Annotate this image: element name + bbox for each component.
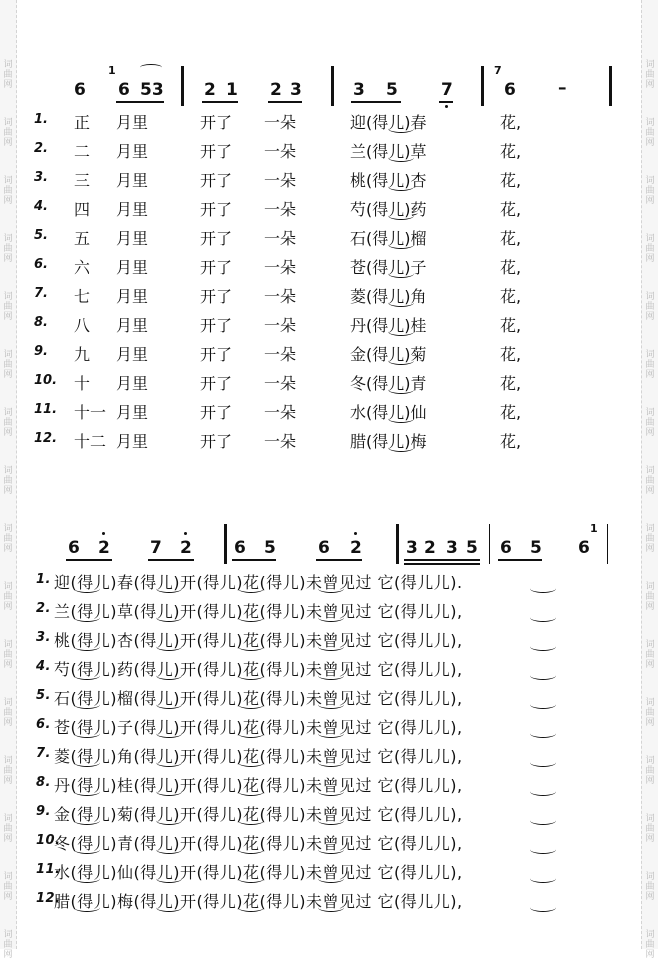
slur	[530, 729, 556, 738]
lyric-text: 苍(得儿)子(得儿)开(得儿)花(得儿)未曾见过 它(得儿儿),	[54, 718, 463, 737]
note: 53	[140, 80, 164, 100]
watermark: 词曲网	[3, 60, 13, 90]
slur	[74, 787, 100, 796]
lyric-text: 开了	[200, 113, 233, 132]
lyric-month: 十	[74, 374, 91, 393]
lyric-text: 苍(得儿)子	[350, 258, 427, 277]
watermark: 词曲网	[3, 814, 13, 844]
slur	[74, 816, 100, 825]
lyric-month: 正	[74, 113, 91, 132]
note: 6	[118, 80, 130, 100]
lyric-text: 月里	[116, 229, 149, 248]
note: 6	[318, 538, 330, 558]
note: 6	[74, 80, 86, 100]
lyric-text: 桃(得儿)杏(得儿)开(得儿)花(得儿)未曾见过 它(得儿儿),	[54, 631, 463, 650]
lyric-text: 迎(得儿)春(得儿)开(得儿)花(得儿)未曾见过 它(得儿儿).	[54, 573, 463, 592]
underline	[498, 559, 542, 561]
upper-octave-dot	[184, 532, 187, 535]
underline	[404, 559, 480, 561]
lyric-text: 花,	[500, 142, 522, 161]
slur	[318, 903, 344, 912]
watermark: 词曲网	[645, 698, 655, 728]
lyric-month: 九	[74, 345, 91, 364]
slur	[530, 845, 556, 854]
slur	[74, 613, 100, 622]
watermark: 词曲网	[645, 582, 655, 612]
lyric-text: 冬(得儿)青	[350, 374, 427, 393]
lyric-text: 花,	[500, 432, 522, 451]
barline	[489, 524, 490, 564]
lyric-text: 月里	[116, 374, 149, 393]
watermark: 词曲网	[645, 930, 655, 960]
lyric-month: 八	[74, 316, 91, 335]
lyric-text: 一朵	[264, 432, 297, 451]
lyric-text: 一朵	[264, 403, 297, 422]
lyric-text: 花,	[500, 200, 522, 219]
verse-number: 9.	[34, 344, 48, 359]
upper-octave-dot	[102, 532, 105, 535]
lyric-text: 开了	[200, 374, 233, 393]
lyric-text: 月里	[116, 258, 149, 277]
slur	[156, 816, 182, 825]
slur	[74, 729, 100, 738]
lyric-text: 丹(得儿)桂(得儿)开(得儿)花(得儿)未曾见过 它(得儿儿),	[54, 776, 463, 795]
watermark: 词曲网	[3, 176, 13, 206]
slur	[318, 816, 344, 825]
lyric-text: 花,	[500, 229, 522, 248]
watermark: 词曲网	[645, 234, 655, 264]
note: 7	[441, 80, 453, 100]
note: 6	[234, 538, 246, 558]
lyric-text: 冬(得儿)青(得儿)开(得儿)花(得儿)未曾见过 它(得儿儿),	[54, 834, 463, 853]
watermark: 词曲网	[3, 582, 13, 612]
underline	[232, 559, 276, 561]
slur	[74, 903, 100, 912]
slur	[318, 758, 344, 767]
verse-number: 12.	[36, 891, 61, 906]
slur	[238, 903, 264, 912]
slur	[156, 874, 182, 883]
lyric-text: 月里	[116, 287, 149, 306]
slur	[238, 787, 264, 796]
watermark: 词曲网	[3, 756, 13, 786]
dash: –	[558, 78, 567, 98]
verse-number: 3.	[36, 630, 51, 645]
slur	[530, 642, 556, 651]
watermark: 词曲网	[645, 118, 655, 148]
lyric-text: 石(得儿)榴(得儿)开(得儿)花(得儿)未曾见过 它(得儿儿),	[54, 689, 463, 708]
slur	[238, 642, 264, 651]
slur	[530, 584, 556, 593]
slur	[74, 642, 100, 651]
slur	[238, 874, 264, 883]
lyric-text: 一朵	[264, 113, 297, 132]
note: 5	[466, 538, 478, 558]
watermark: 词曲网	[645, 60, 655, 90]
note: 3	[406, 538, 418, 558]
slur	[318, 584, 344, 593]
verse-number: 10.	[36, 833, 61, 848]
lyric-text: 开了	[200, 200, 233, 219]
lyric-text: 月里	[116, 142, 149, 161]
lyric-text: 月里	[116, 432, 149, 451]
slur	[530, 613, 556, 622]
lyric-text: 开了	[200, 142, 233, 161]
slur	[238, 700, 264, 709]
verse-number: 1.	[36, 572, 51, 587]
watermark: 词曲网	[3, 698, 13, 728]
watermark: 词曲网	[3, 234, 13, 264]
watermark: 词曲网	[645, 524, 655, 554]
lyric-month: 二	[74, 142, 91, 161]
lyric-text: 花,	[500, 374, 522, 393]
watermark: 词曲网	[645, 350, 655, 380]
slur	[318, 845, 344, 854]
lyric-text: 花,	[500, 345, 522, 364]
slur	[74, 758, 100, 767]
slur	[74, 671, 100, 680]
slur	[156, 584, 182, 593]
underline	[148, 559, 194, 561]
barline	[224, 524, 227, 564]
slur	[156, 787, 182, 796]
slur	[156, 845, 182, 854]
lyric-text: 水(得儿)仙(得儿)开(得儿)花(得儿)未曾见过 它(得儿儿),	[54, 863, 463, 882]
lyric-text: 一朵	[264, 287, 297, 306]
barline	[607, 524, 608, 564]
lyric-text: 花,	[500, 171, 522, 190]
verse-number: 11.	[36, 862, 61, 877]
slur	[156, 729, 182, 738]
slur	[156, 613, 182, 622]
slur	[530, 816, 556, 825]
slur	[238, 729, 264, 738]
watermark: 词曲网	[645, 408, 655, 438]
grace-note: 1	[108, 64, 116, 77]
grace-note: 1	[590, 522, 598, 535]
lyric-text: 花,	[500, 316, 522, 335]
note: 2	[204, 80, 216, 100]
lyric-text: 开了	[200, 403, 233, 422]
slur	[238, 816, 264, 825]
watermark: 词曲网	[645, 872, 655, 902]
grace-note: 7	[494, 64, 502, 77]
lyric-text: 花,	[500, 403, 522, 422]
note: 6	[68, 538, 80, 558]
slur	[74, 874, 100, 883]
slur	[156, 758, 182, 767]
verse-number: 7.	[36, 746, 51, 761]
lyric-text: 月里	[116, 345, 149, 364]
lyric-text: 桃(得儿)杏	[350, 171, 427, 190]
underline	[66, 559, 112, 561]
lyric-month: 六	[74, 258, 91, 277]
slur	[530, 787, 556, 796]
verse-number: 3.	[34, 170, 48, 185]
lyric-text: 一朵	[264, 316, 297, 335]
verse-number: 2.	[34, 141, 48, 156]
lyric-text: 一朵	[264, 171, 297, 190]
lyric-text: 菱(得儿)角(得儿)开(得儿)花(得儿)未曾见过 它(得儿儿),	[54, 747, 463, 766]
verse-number: 12.	[34, 431, 58, 446]
watermark: 词曲网	[3, 466, 13, 496]
slur	[238, 584, 264, 593]
lyric-text: 迎(得儿)春	[350, 113, 427, 132]
lyric-month: 七	[74, 287, 91, 306]
verse-number: 7.	[34, 286, 48, 301]
note: 2	[270, 80, 282, 100]
slur	[74, 845, 100, 854]
watermark: 词曲网	[3, 408, 13, 438]
verse-number: 4.	[34, 199, 48, 214]
note: 2	[180, 538, 192, 558]
verse-number: 9.	[36, 804, 51, 819]
slur	[530, 671, 556, 680]
lyric-text: 开了	[200, 345, 233, 364]
slur	[530, 758, 556, 767]
lyric-text: 花,	[500, 287, 522, 306]
verse-number: 6.	[34, 257, 48, 272]
slur	[530, 700, 556, 709]
lyric-text: 石(得儿)榴	[350, 229, 427, 248]
lyric-text: 月里	[116, 113, 149, 132]
lyric-text: 兰(得儿)草	[350, 142, 427, 161]
lyric-text: 芍(得儿)药(得儿)开(得儿)花(得儿)未曾见过 它(得儿儿),	[54, 660, 463, 679]
note: 3	[290, 80, 302, 100]
watermark: 词曲网	[645, 756, 655, 786]
slur	[156, 700, 182, 709]
watermark: 词曲网	[645, 176, 655, 206]
watermark: 词曲网	[645, 640, 655, 670]
slur	[530, 903, 556, 912]
slur	[318, 787, 344, 796]
lyric-text: 月里	[116, 200, 149, 219]
slur	[74, 700, 100, 709]
lyric-text: 一朵	[264, 142, 297, 161]
note: 2	[350, 538, 362, 558]
lyric-text: 花,	[500, 258, 522, 277]
lyric-month: 四	[74, 200, 91, 219]
slur	[318, 874, 344, 883]
verse-number: 6.	[36, 717, 51, 732]
verse-number: 5.	[36, 688, 51, 703]
note: 2	[98, 538, 110, 558]
lyric-text: 开了	[200, 258, 233, 277]
lyric-text: 兰(得儿)草(得儿)开(得儿)花(得儿)未曾见过 它(得儿儿),	[54, 602, 463, 621]
lyric-month: 三	[74, 171, 91, 190]
slur	[318, 671, 344, 680]
verse-number: 11.	[34, 402, 58, 417]
slur	[238, 758, 264, 767]
watermark: 词曲网	[3, 350, 13, 380]
note: 3	[446, 538, 458, 558]
lyric-text: 腊(得儿)梅(得儿)开(得儿)花(得儿)未曾见过 它(得儿儿),	[54, 892, 463, 911]
slur	[318, 642, 344, 651]
lyric-text: 一朵	[264, 200, 297, 219]
watermark: 词曲网	[3, 524, 13, 554]
verse-number: 4.	[36, 659, 51, 674]
lyric-text: 月里	[116, 171, 149, 190]
note: 6	[578, 538, 590, 558]
lyric-text: 水(得儿)仙	[350, 403, 427, 422]
watermark: 词曲网	[3, 118, 13, 148]
watermark: 词曲网	[3, 930, 13, 960]
note: 6	[500, 538, 512, 558]
lyric-text: 一朵	[264, 374, 297, 393]
note: 3	[353, 80, 365, 100]
slur	[318, 700, 344, 709]
slur	[318, 729, 344, 738]
lyric-text: 丹(得儿)桂	[350, 316, 427, 335]
note: 5	[386, 80, 398, 100]
watermark: 词曲网	[3, 292, 13, 322]
lyric-text: 一朵	[264, 258, 297, 277]
lyric-text: 芍(得儿)药	[350, 200, 427, 219]
note: 1	[226, 80, 238, 100]
lyric-month: 十二	[74, 432, 107, 451]
note: 6	[504, 80, 516, 100]
lyric-month: 五	[74, 229, 91, 248]
slur	[318, 613, 344, 622]
lyric-month: 十一	[74, 403, 107, 422]
note: 5	[264, 538, 276, 558]
upper-octave-dot	[354, 532, 357, 535]
underline	[316, 559, 362, 561]
watermark: 词曲网	[645, 292, 655, 322]
barline	[396, 524, 399, 564]
lyric-text: 金(得儿)菊	[350, 345, 427, 364]
lyric-text: 开了	[200, 316, 233, 335]
note: 5	[530, 538, 542, 558]
lyric-text: 一朵	[264, 345, 297, 364]
note: 2	[424, 538, 436, 558]
verse-number: 5.	[34, 228, 48, 243]
verse-number: 2.	[36, 601, 51, 616]
watermark: 词曲网	[645, 466, 655, 496]
lyric-text: 菱(得儿)角	[350, 287, 427, 306]
lyric-text: 开了	[200, 171, 233, 190]
lyric-text: 腊(得儿)梅	[350, 432, 427, 451]
lyric-text: 一朵	[264, 229, 297, 248]
lyric-text: 开了	[200, 287, 233, 306]
note: 7	[150, 538, 162, 558]
verse-number: 10.	[34, 373, 58, 388]
lyric-text: 花,	[500, 113, 522, 132]
slur	[156, 642, 182, 651]
lyric-text: 开了	[200, 432, 233, 451]
lyric-text: 开了	[200, 229, 233, 248]
verse-number: 8.	[36, 775, 51, 790]
slur	[238, 613, 264, 622]
slur	[74, 584, 100, 593]
verse-number: 8.	[34, 315, 48, 330]
slur	[238, 671, 264, 680]
slur	[156, 671, 182, 680]
lyric-text: 月里	[116, 403, 149, 422]
watermark: 词曲网	[3, 872, 13, 902]
slur	[238, 845, 264, 854]
slur	[530, 874, 556, 883]
lyric-text: 月里	[116, 316, 149, 335]
watermark: 词曲网	[3, 640, 13, 670]
double-underline	[404, 563, 480, 565]
verse-number: 1.	[34, 112, 48, 127]
watermark: 词曲网	[645, 814, 655, 844]
slur	[156, 903, 182, 912]
lyric-text: 金(得儿)菊(得儿)开(得儿)花(得儿)未曾见过 它(得儿儿),	[54, 805, 463, 824]
